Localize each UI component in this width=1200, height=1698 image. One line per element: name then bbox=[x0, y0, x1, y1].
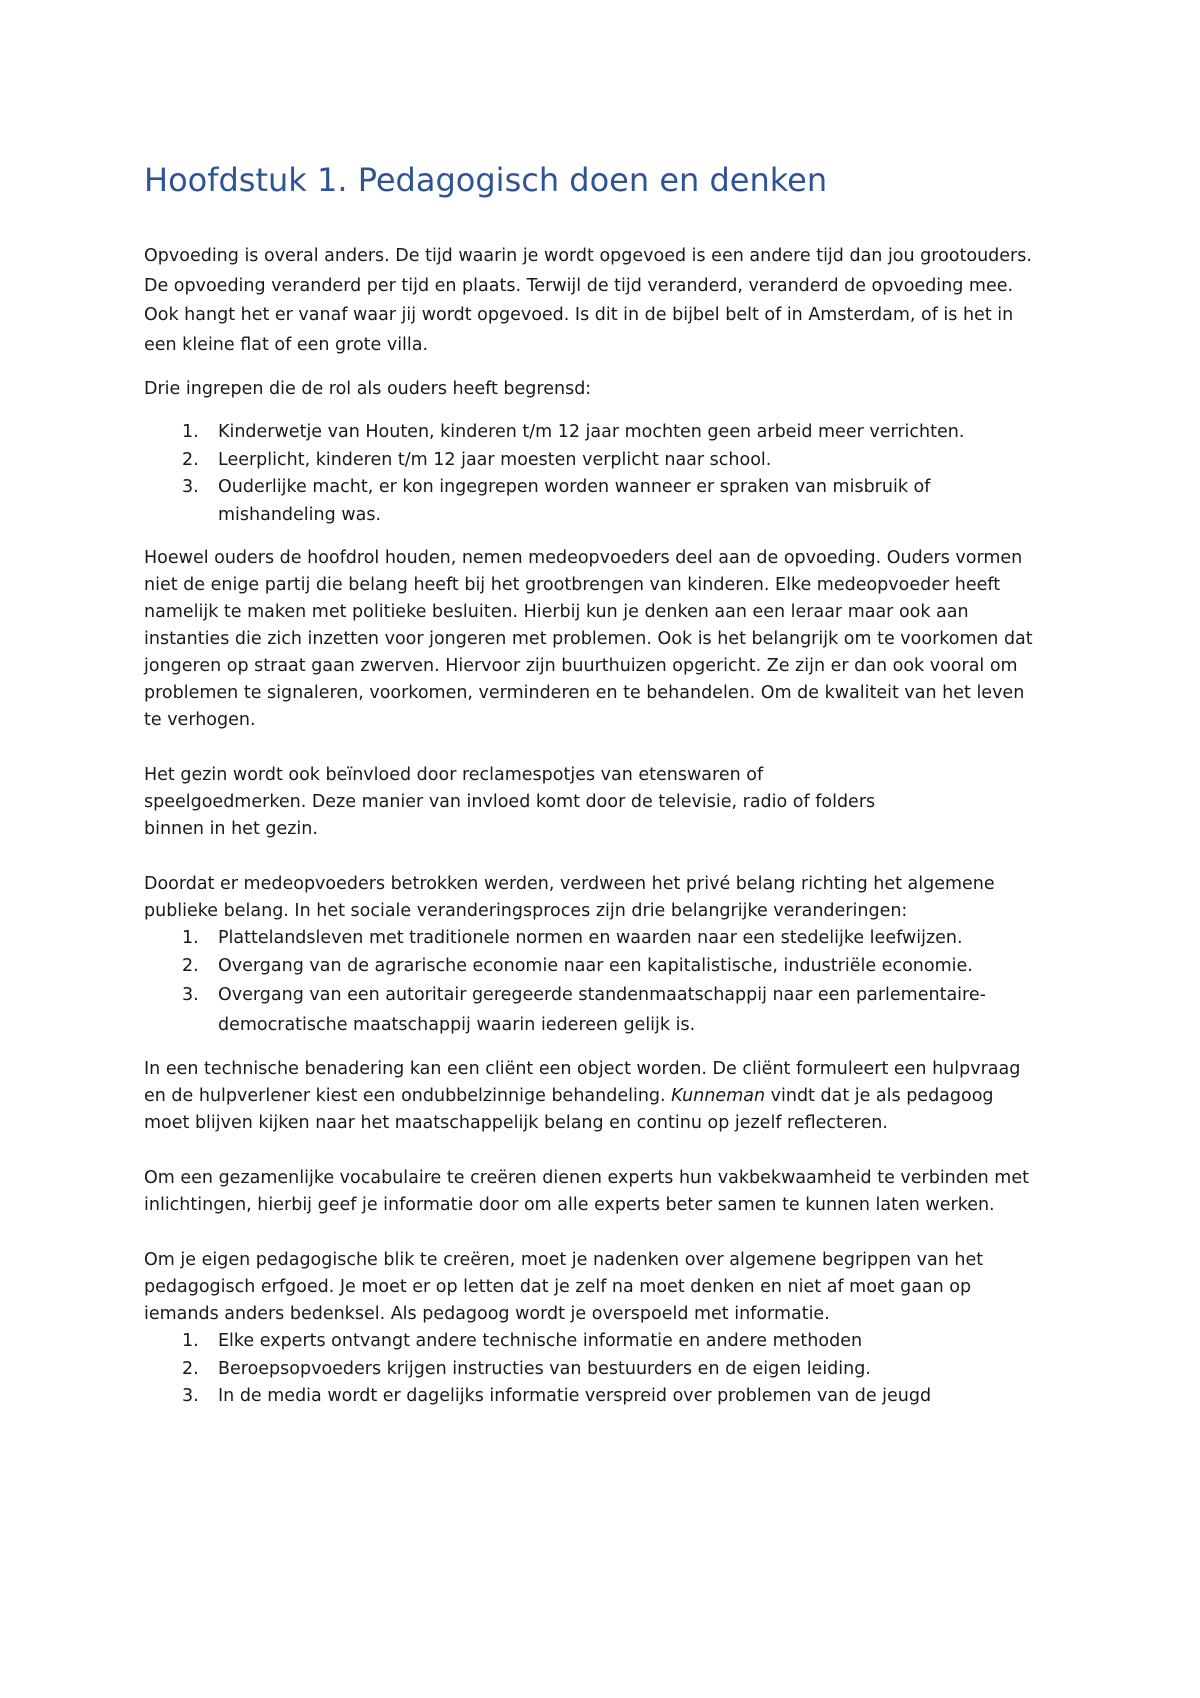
list-item: 1. Elke experts ontvangt andere technische informatie en andere methoden bbox=[182, 1331, 863, 1351]
list-item: 2. Overgang van de agrarische economie naar een kapitalistische, industriële economie. bbox=[182, 955, 973, 976]
author-name: Kunneman bbox=[671, 1086, 766, 1106]
list-item: 3. Ouderlijke macht, er kon ingegrepen worden wanneer er spraken van misbruik of mishandeling was. bbox=[182, 477, 931, 525]
paragraph-pedagogische-blik: Om je eigen pedagogische blik te creëren, moet je nadenken over algemene begrippen van het pedagogisch erfgoed. Je moet er op letten dat je zelf na moet denken en niet af moet gaan op iemands anders bedenksel. Als pedagoog wordt je overspoeld met informatie. bbox=[144, 1250, 984, 1324]
list-item: 2. Leerplicht, kinderen t/m 12 jaar moesten verplicht naar school. bbox=[182, 449, 772, 470]
paragraph-medeopvoeders: Hoewel ouders de hoofdrol houden, nemen medeopvoeders deel aan de opvoeding. Ouders vormen niet de enige partij die belang heeft bij het grootbrengen van kinderen. Elke medeopvoeder heeft namelijk te maken met politieke besluiten. Hierbij kun je denken aan een leraar maar ook aan instanties die zich inzetten voor jongeren met problemen. Ook is het belangrijk om te voorkomen dat jongeren op straat gaan zwerven. Hiervoor zijn buurthuizen opgericht. Ze zijn er dan ook vooral om problemen te signaleren, voorkomen, verminderen en te behandelen. Om de kwaliteit van het leven te verhogen. bbox=[144, 548, 1033, 730]
list-item: 1. Kinderwetje van Houten, kinderen t/m 12 jaar mochten geen arbeid meer verrichten. bbox=[182, 422, 965, 442]
list-ingrepen bbox=[144, 419, 1080, 529]
list-item: 1. Plattelandsleven met traditionele normen en waarden naar een stedelijke leefwijzen. bbox=[182, 928, 963, 948]
list-item: 2. Beroepsopvoeders krijgen instructies van bestuurders en de eigen leiding. bbox=[182, 1358, 871, 1379]
paragraph-opvoeding: Opvoeding is overal anders. De tijd waarin je wordt opgevoed is een andere tijd dan jou grootouders. De opvoeding veranderd per tijd en plaats. Terwijl de tijd veranderd, veranderd de opvoeding mee. Ook hangt het er vanaf waar jij wordt opgevoed. Is dit in de bijbel belt of in Amsterdam, of is het in een kleine flat of een grote villa. bbox=[144, 246, 1032, 355]
list-informatie bbox=[144, 1328, 1080, 1411]
paragraph-technische-benadering: In een technische benadering kan een cliënt een object worden. De cliënt formuleert een hulpvraag en de hulpverlener kiest een ondubbelzinnige behandeling. Kunneman vindt dat je als pedagoog moet blijven kijken naar het maatschappelijk belang en continu op jezelf reflecteren. bbox=[144, 1059, 1021, 1133]
paragraph-reclame: Het gezin wordt ook beïnvloed door reclamespotjes van etenswaren of speelgoedmerken. Deze manier van invloed komt door de televisie, radio of folders binnen in het gezin. bbox=[144, 765, 876, 839]
list-veranderingen bbox=[144, 925, 1080, 1040]
paragraph-ingrepen-intro: Drie ingrepen die de rol als ouders heeft begrensd: bbox=[144, 379, 592, 399]
paragraph-vocabulaire: Om een gezamenlijke vocabulaire te creëren dienen experts hun vakbekwaamheid te verbinden met inlichtingen, hierbij geef je informatie door om alle experts beter samen te kunnen laten werken. bbox=[144, 1168, 1029, 1215]
chapter-title: Hoofdstuk 1. Pedagogisch doen en denken bbox=[144, 161, 828, 199]
paragraph-veranderingsproces: Doordat er medeopvoeders betrokken werden, verdween het privé belang richting het algemene publieke belang. In het sociale veranderingsproces zijn drie belangrijke veranderingen: bbox=[144, 874, 995, 921]
list-item: 3. In de media wordt er dagelijks informatie verspreid over problemen van de jeugd bbox=[182, 1386, 932, 1406]
list-item: 3. Overgang van een autoritair geregeerde standenmaatschappij naar een parlementaire- democratische maatschappij waarin iedereen gelijk is. bbox=[182, 985, 986, 1035]
